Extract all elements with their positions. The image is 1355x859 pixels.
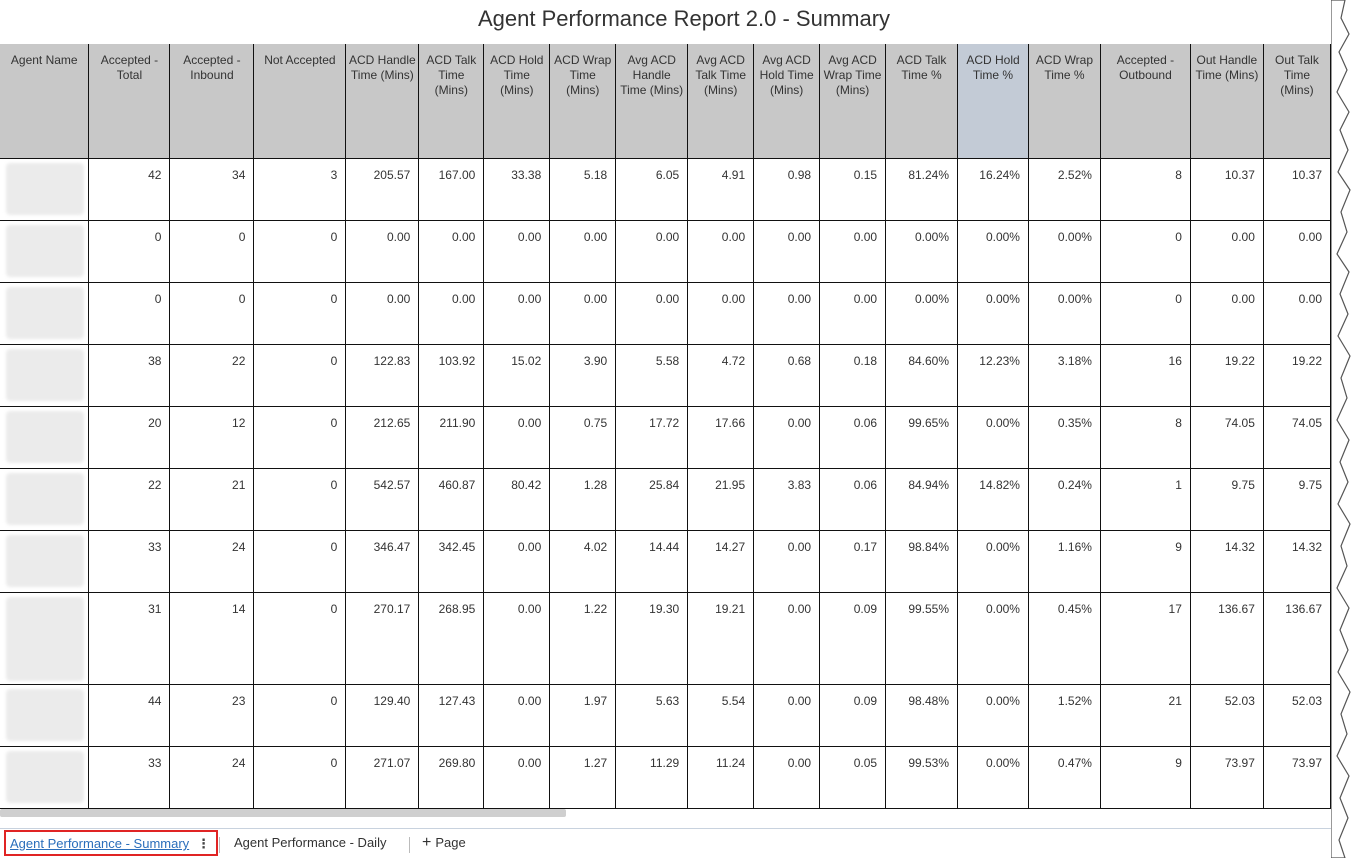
- table-cell: 0: [254, 746, 346, 808]
- table-cell: 0.00%: [958, 592, 1029, 684]
- table-cell: 1.28: [550, 468, 616, 530]
- table-cell: 0.00%: [958, 220, 1029, 282]
- table-cell: 31: [89, 592, 170, 684]
- table-row: [0, 684, 1331, 746]
- table-cell: 0.75: [550, 406, 616, 468]
- table-cell: 0.00: [754, 406, 820, 468]
- table-cell: 0.18: [820, 344, 886, 406]
- redacted-agent-name: [6, 751, 84, 803]
- table-cell: 0.00: [550, 282, 616, 344]
- table-cell: 23: [170, 684, 254, 746]
- agent-name-cell: [0, 530, 89, 592]
- table-cell: 19.22: [1190, 344, 1263, 406]
- tab-divider: [409, 837, 410, 853]
- agent-name-cell: [0, 592, 89, 684]
- table-cell: 99.55%: [886, 592, 958, 684]
- table-cell: 0.00: [820, 220, 886, 282]
- table-row: [0, 406, 1331, 468]
- table-row: [0, 468, 1331, 530]
- table-cell: 0.00%: [886, 220, 958, 282]
- column-header[interactable]: Agent Name: [0, 44, 89, 158]
- report-table-container[interactable]: [0, 44, 1331, 809]
- table-row: [0, 530, 1331, 592]
- table-cell: 0.06: [820, 406, 886, 468]
- table-cell: 0.00: [484, 530, 550, 592]
- table-row: [0, 746, 1331, 808]
- table-cell: 0.00: [754, 684, 820, 746]
- table-cell: 0: [89, 282, 170, 344]
- table-cell: 73.97: [1190, 746, 1263, 808]
- table-cell: 98.48%: [886, 684, 958, 746]
- table-cell: 0.00: [1263, 220, 1330, 282]
- table-cell: 167.00: [419, 158, 484, 220]
- table-cell: 268.95: [419, 592, 484, 684]
- table-cell: 2.52%: [1028, 158, 1100, 220]
- table-cell: 0.00: [688, 220, 754, 282]
- table-cell: 0.45%: [1028, 592, 1100, 684]
- table-cell: 19.30: [616, 592, 688, 684]
- redacted-agent-name: [6, 287, 84, 339]
- table-cell: 5.18: [550, 158, 616, 220]
- column-header[interactable]: ACD Hold Time %: [958, 44, 1029, 158]
- table-cell: 0.24%: [1028, 468, 1100, 530]
- table-cell: 0.00: [616, 220, 688, 282]
- table-cell: 0.00%: [1028, 282, 1100, 344]
- table-cell: 84.94%: [886, 468, 958, 530]
- agent-name-cell: [0, 344, 89, 406]
- table-cell: 0.00: [754, 282, 820, 344]
- table-cell: 52.03: [1190, 684, 1263, 746]
- table-cell: 9: [1100, 746, 1190, 808]
- table-cell: 0.00%: [1028, 220, 1100, 282]
- tab-menu-icon[interactable]: ⋮: [197, 836, 210, 851]
- table-cell: 14.27: [688, 530, 754, 592]
- table-cell: 0: [254, 344, 346, 406]
- column-header[interactable]: Avg ACD Handle Time (Mins): [616, 44, 688, 158]
- table-body: [0, 158, 1331, 808]
- table-cell: 0.00: [1190, 220, 1263, 282]
- agent-name-cell: [0, 468, 89, 530]
- table-cell: 0: [170, 282, 254, 344]
- redacted-agent-name: [6, 225, 84, 277]
- table-cell: 17.66: [688, 406, 754, 468]
- table-cell: 38: [89, 344, 170, 406]
- table-cell: 0.00: [754, 746, 820, 808]
- table-cell: 19.21: [688, 592, 754, 684]
- table-cell: 342.45: [419, 530, 484, 592]
- table-cell: 14.82%: [958, 468, 1029, 530]
- table-cell: 9: [1100, 530, 1190, 592]
- column-header[interactable]: ACD Talk Time (Mins): [419, 44, 484, 158]
- report-title: Agent Performance Report 2.0 - Summary: [477, 6, 891, 31]
- table-cell: 0.09: [820, 684, 886, 746]
- agent-name-cell: [0, 158, 89, 220]
- table-cell: 10.37: [1190, 158, 1263, 220]
- column-header[interactable]: Accepted - Inbound: [170, 44, 254, 158]
- column-header[interactable]: Out Talk Time (Mins): [1263, 44, 1330, 158]
- table-cell: 0.00: [820, 282, 886, 344]
- table-cell: 17: [1100, 592, 1190, 684]
- table-cell: 0.09: [820, 592, 886, 684]
- table-cell: 80.42: [484, 468, 550, 530]
- table-cell: 0: [170, 220, 254, 282]
- table-cell: 5.58: [616, 344, 688, 406]
- tab-divider: [219, 837, 220, 853]
- table-cell: 0: [1100, 282, 1190, 344]
- table-cell: 0.00%: [958, 406, 1029, 468]
- table-cell: 0.00: [688, 282, 754, 344]
- table-cell: 98.84%: [886, 530, 958, 592]
- table-cell: 19.22: [1263, 344, 1330, 406]
- table-cell: 127.43: [419, 684, 484, 746]
- tab-label: Agent Performance - Daily: [234, 835, 387, 850]
- table-cell: 211.90: [419, 406, 484, 468]
- table-cell: 52.03: [1263, 684, 1330, 746]
- table-cell: 0: [254, 406, 346, 468]
- table-cell: 0.00: [484, 220, 550, 282]
- table-cell: 269.80: [419, 746, 484, 808]
- table-cell: 103.92: [419, 344, 484, 406]
- column-header[interactable]: Avg ACD Hold Time (Mins): [754, 44, 820, 158]
- table-cell: 0.00: [616, 282, 688, 344]
- table-cell: 1.27: [550, 746, 616, 808]
- redacted-agent-name: [6, 535, 84, 587]
- table-cell: 0.00: [754, 592, 820, 684]
- column-header[interactable]: ACD Hold Time (Mins): [484, 44, 550, 158]
- redacted-agent-name: [6, 689, 84, 741]
- table-header: [0, 44, 1331, 158]
- table-cell: 84.60%: [886, 344, 958, 406]
- table-cell: 0.00: [1263, 282, 1330, 344]
- table-cell: 10.37: [1263, 158, 1330, 220]
- table-cell: 0: [254, 530, 346, 592]
- agent-name-cell: [0, 406, 89, 468]
- table-cell: 205.57: [346, 158, 419, 220]
- table-cell: 3.83: [754, 468, 820, 530]
- column-header[interactable]: ACD Handle Time (Mins): [346, 44, 419, 158]
- table-cell: 122.83: [346, 344, 419, 406]
- torn-edge-decoration: [1331, 0, 1355, 858]
- table-cell: 12.23%: [958, 344, 1029, 406]
- table-cell: 0.00: [419, 220, 484, 282]
- column-header[interactable]: Accepted - Outbound: [1100, 44, 1190, 158]
- table-cell: 25.84: [616, 468, 688, 530]
- table-cell: 0.68: [754, 344, 820, 406]
- redacted-agent-name: [6, 473, 84, 525]
- table-cell: 0.00%: [958, 530, 1029, 592]
- table-cell: 0.00: [1190, 282, 1263, 344]
- table-cell: 21: [1100, 684, 1190, 746]
- table-cell: 9.75: [1263, 468, 1330, 530]
- table-cell: 0.00: [419, 282, 484, 344]
- table-cell: 17.72: [616, 406, 688, 468]
- table-cell: 9.75: [1190, 468, 1263, 530]
- table-cell: 4.72: [688, 344, 754, 406]
- table-cell: 0.00%: [886, 282, 958, 344]
- table-cell: 0: [254, 468, 346, 530]
- table-cell: 99.53%: [886, 746, 958, 808]
- table-cell: 33.38: [484, 158, 550, 220]
- table-cell: 0: [254, 592, 346, 684]
- column-header[interactable]: Avg ACD Talk Time (Mins): [688, 44, 754, 158]
- table-cell: 16: [1100, 344, 1190, 406]
- table-cell: 14.32: [1263, 530, 1330, 592]
- table-cell: 21.95: [688, 468, 754, 530]
- column-header[interactable]: Accepted - Total: [89, 44, 170, 158]
- table-cell: 22: [170, 344, 254, 406]
- table-cell: 16.24%: [958, 158, 1029, 220]
- table-cell: 12: [170, 406, 254, 468]
- table-cell: 1.52%: [1028, 684, 1100, 746]
- table-cell: 24: [170, 530, 254, 592]
- table-row: [0, 158, 1331, 220]
- table-cell: 5.54: [688, 684, 754, 746]
- agent-name-cell: [0, 220, 89, 282]
- table-cell: 0.17: [820, 530, 886, 592]
- table-cell: 0.98: [754, 158, 820, 220]
- agent-name-cell: [0, 282, 89, 344]
- table-cell: 44: [89, 684, 170, 746]
- table-cell: 21: [170, 468, 254, 530]
- table-cell: 11.24: [688, 746, 754, 808]
- table-row: [0, 344, 1331, 406]
- table-cell: 0.00: [484, 282, 550, 344]
- tab-agent-performance-summary[interactable]: [4, 830, 218, 856]
- table-cell: 1.97: [550, 684, 616, 746]
- table-cell: 0.06: [820, 468, 886, 530]
- table-cell: 1: [1100, 468, 1190, 530]
- table-cell: 0.00: [346, 220, 419, 282]
- table-row: [0, 592, 1331, 684]
- column-header[interactable]: ACD Talk Time %: [886, 44, 958, 158]
- table-cell: 33: [89, 530, 170, 592]
- table-cell: 3.90: [550, 344, 616, 406]
- plus-icon: +: [422, 834, 432, 851]
- table-cell: 1.22: [550, 592, 616, 684]
- table-cell: 0.00: [754, 530, 820, 592]
- header-row: [0, 44, 1331, 158]
- table-cell: 14.44: [616, 530, 688, 592]
- table-cell: 0.00: [484, 406, 550, 468]
- table-cell: 1.16%: [1028, 530, 1100, 592]
- table-cell: 0: [1100, 220, 1190, 282]
- redacted-agent-name: [6, 163, 84, 215]
- redacted-agent-name: [6, 349, 84, 401]
- column-header[interactable]: Out Handle Time (Mins): [1190, 44, 1263, 158]
- table-cell: 0.00%: [958, 282, 1029, 344]
- column-header[interactable]: ACD Wrap Time %: [1028, 44, 1100, 158]
- table-cell: 33: [89, 746, 170, 808]
- table-cell: 136.67: [1190, 592, 1263, 684]
- table-cell: 460.87: [419, 468, 484, 530]
- table-cell: 0.00: [484, 592, 550, 684]
- horizontal-scrollbar[interactable]: [0, 809, 566, 817]
- add-page-button[interactable]: [422, 830, 466, 856]
- table-cell: 0.00: [484, 684, 550, 746]
- tab-label: Agent Performance - Summary: [10, 836, 190, 851]
- table-cell: 8: [1100, 158, 1190, 220]
- column-header[interactable]: ACD Wrap Time (Mins): [550, 44, 616, 158]
- table-cell: 0.05: [820, 746, 886, 808]
- table-cell: 3.18%: [1028, 344, 1100, 406]
- table-cell: 0.00%: [958, 746, 1029, 808]
- redacted-agent-name: [6, 411, 84, 463]
- tab-agent-performance-daily[interactable]: [234, 830, 386, 856]
- table-cell: 99.65%: [886, 406, 958, 468]
- table-cell: 136.67: [1263, 592, 1330, 684]
- add-page-label: Page: [435, 835, 466, 850]
- table-cell: 0.15: [820, 158, 886, 220]
- table-cell: 42: [89, 158, 170, 220]
- table-cell: 3: [254, 158, 346, 220]
- report-table: [0, 44, 1331, 809]
- table-row: [0, 220, 1331, 282]
- table-cell: 129.40: [346, 684, 419, 746]
- table-cell: 14.32: [1190, 530, 1263, 592]
- table-cell: 5.63: [616, 684, 688, 746]
- redacted-agent-name: [6, 597, 84, 681]
- table-cell: 0: [254, 684, 346, 746]
- table-cell: 212.65: [346, 406, 419, 468]
- table-cell: 0.00%: [958, 684, 1029, 746]
- agent-name-cell: [0, 746, 89, 808]
- table-cell: 346.47: [346, 530, 419, 592]
- table-cell: 8: [1100, 406, 1190, 468]
- table-cell: 0.00: [484, 746, 550, 808]
- table-cell: 0.00: [754, 220, 820, 282]
- table-cell: 0: [89, 220, 170, 282]
- table-cell: 74.05: [1263, 406, 1330, 468]
- table-cell: 73.97: [1263, 746, 1330, 808]
- table-cell: 6.05: [616, 158, 688, 220]
- table-cell: 24: [170, 746, 254, 808]
- table-cell: 15.02: [484, 344, 550, 406]
- column-header[interactable]: Not Accepted: [254, 44, 346, 158]
- table-cell: 270.17: [346, 592, 419, 684]
- table-cell: 4.91: [688, 158, 754, 220]
- table-cell: 542.57: [346, 468, 419, 530]
- agent-name-cell: [0, 684, 89, 746]
- table-cell: 34: [170, 158, 254, 220]
- table-cell: 0.00: [346, 282, 419, 344]
- table-cell: 0: [254, 282, 346, 344]
- column-header[interactable]: Avg ACD Wrap Time (Mins): [820, 44, 886, 158]
- table-cell: 0.47%: [1028, 746, 1100, 808]
- table-cell: 0.00: [550, 220, 616, 282]
- table-row: [0, 282, 1331, 344]
- table-cell: 14: [170, 592, 254, 684]
- table-cell: 74.05: [1190, 406, 1263, 468]
- table-cell: 0: [254, 220, 346, 282]
- table-cell: 271.07: [346, 746, 419, 808]
- table-cell: 22: [89, 468, 170, 530]
- table-cell: 81.24%: [886, 158, 958, 220]
- table-cell: 11.29: [616, 746, 688, 808]
- table-cell: 0.35%: [1028, 406, 1100, 468]
- table-cell: 4.02: [550, 530, 616, 592]
- page-tab-bar: [0, 828, 1331, 859]
- table-cell: 20: [89, 406, 170, 468]
